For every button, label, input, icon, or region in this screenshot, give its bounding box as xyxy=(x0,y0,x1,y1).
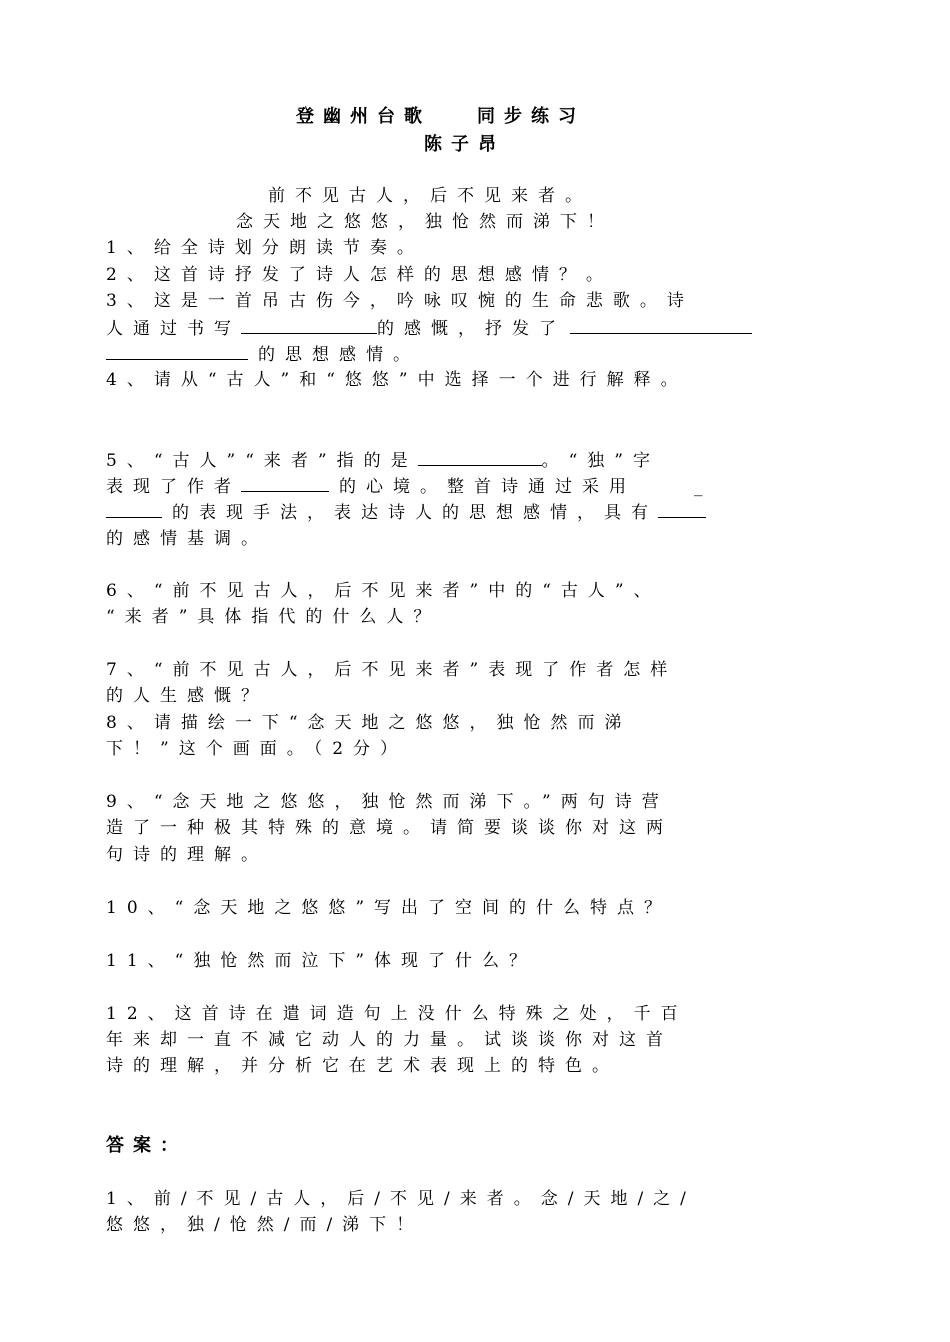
question-8-line-2: 下！”这个画面。（2分） xyxy=(106,739,408,759)
question-5-text-a: 5、“古人”“来者”指的是 xyxy=(106,451,418,471)
answer-blank-3b[interactable] xyxy=(570,315,752,334)
question-12-line-2: 年来却一直不减它动人的力量。试谈谈你对这首 xyxy=(106,1030,673,1050)
question-12-line-3: 诗的理解，并分析它在艺术表现上的特色。 xyxy=(106,1056,619,1076)
title-line xyxy=(296,104,585,130)
question-2: 2、这首诗抒发了诗人怎样的思想感情？。 xyxy=(106,265,613,285)
question-11: 11、“独怆然而泣下”体现了什么？ xyxy=(106,951,537,971)
question-3-text-a: 人通过书写 xyxy=(106,319,241,339)
question-9-line-1: 9、“念天地之悠悠，独怆然而涕下。”两句诗营 xyxy=(106,792,669,812)
answer-blank-5c[interactable] xyxy=(106,499,162,518)
question-10: 10、“念天地之悠悠”写出了空间的什么特点？ xyxy=(106,898,672,918)
question-5-text-d: 的心境。整首诗通过采用 xyxy=(339,477,636,497)
question-6-line-1: 6、“前不见古人，后不见来者”中的“古人”、 xyxy=(106,581,661,601)
question-3-line-1: 3、这是一首吊古伤今，吟咏叹惋的生命悲歌。诗 xyxy=(106,291,694,311)
answer-1-line-2: 悠悠，独/怆然/而/涕下！ xyxy=(106,1215,424,1235)
question-3-text-b: 的感慨，抒发了 xyxy=(377,319,566,339)
poem-title: 登幽州台歌 xyxy=(296,106,431,127)
question-9-line-2: 造了一种极其特殊的意境。请简要谈谈你对这两 xyxy=(106,818,673,838)
answer-blank-5a[interactable] xyxy=(418,447,542,466)
answer-blank-3a[interactable] xyxy=(241,315,377,334)
answer-blank-5b[interactable] xyxy=(241,473,329,492)
question-3-line-3 xyxy=(106,341,420,368)
question-8-line-1: 8、请描绘一下“念天地之悠悠，独怆然而涕 xyxy=(106,713,632,733)
worksheet-subtitle: 同步练习 xyxy=(477,106,585,127)
question-5-line-4: 的感情基调。 xyxy=(106,529,268,549)
question-5-text-c: 表现了作者 xyxy=(106,477,241,497)
poem-line-1: 前不见古人，后不见来者。 xyxy=(268,186,592,206)
answers-heading: 答案： xyxy=(106,1135,187,1156)
question-7-line-2: 的人生感慨？ xyxy=(106,686,268,706)
poem-line-2: 念天地之悠悠，独怆然而涕下！ xyxy=(236,212,614,232)
question-5-text-b: 。“独”字 xyxy=(541,451,660,471)
question-6-line-2: “来者”具体指代的什么人？ xyxy=(106,607,441,627)
question-4: 4、请从“古人”和“悠悠”中选择一个进行解释。 xyxy=(106,370,688,390)
question-1: 1、给全诗划分朗读节奏。 xyxy=(106,238,424,258)
question-5-line-3 xyxy=(106,499,706,526)
answer-1-line-1: 1、前/不见/古人，后/不见/来者。念/天地/之/ xyxy=(106,1189,696,1209)
question-3-text-c: 的思想感情。 xyxy=(258,345,420,365)
question-7-line-1: 7、“前不见古人，后不见来者”表现了作者怎样 xyxy=(106,660,678,680)
question-5-text-e: 的表现手法，表达诗人的思想感情，具有 xyxy=(172,503,658,523)
question-5-underscore: _ xyxy=(694,477,713,497)
question-12-line-1: 12、这首诗在遣词造句上没什么特殊之处，千百 xyxy=(106,1004,688,1024)
answer-blank-3c[interactable] xyxy=(106,341,248,360)
question-5-line-1 xyxy=(106,447,660,474)
author-name: 陈子昂 xyxy=(424,134,505,155)
question-5-line-2 xyxy=(106,473,713,500)
question-9-line-3: 句诗的理解。 xyxy=(106,845,268,865)
answer-blank-5d[interactable] xyxy=(658,499,706,518)
question-3-line-2 xyxy=(106,315,752,342)
